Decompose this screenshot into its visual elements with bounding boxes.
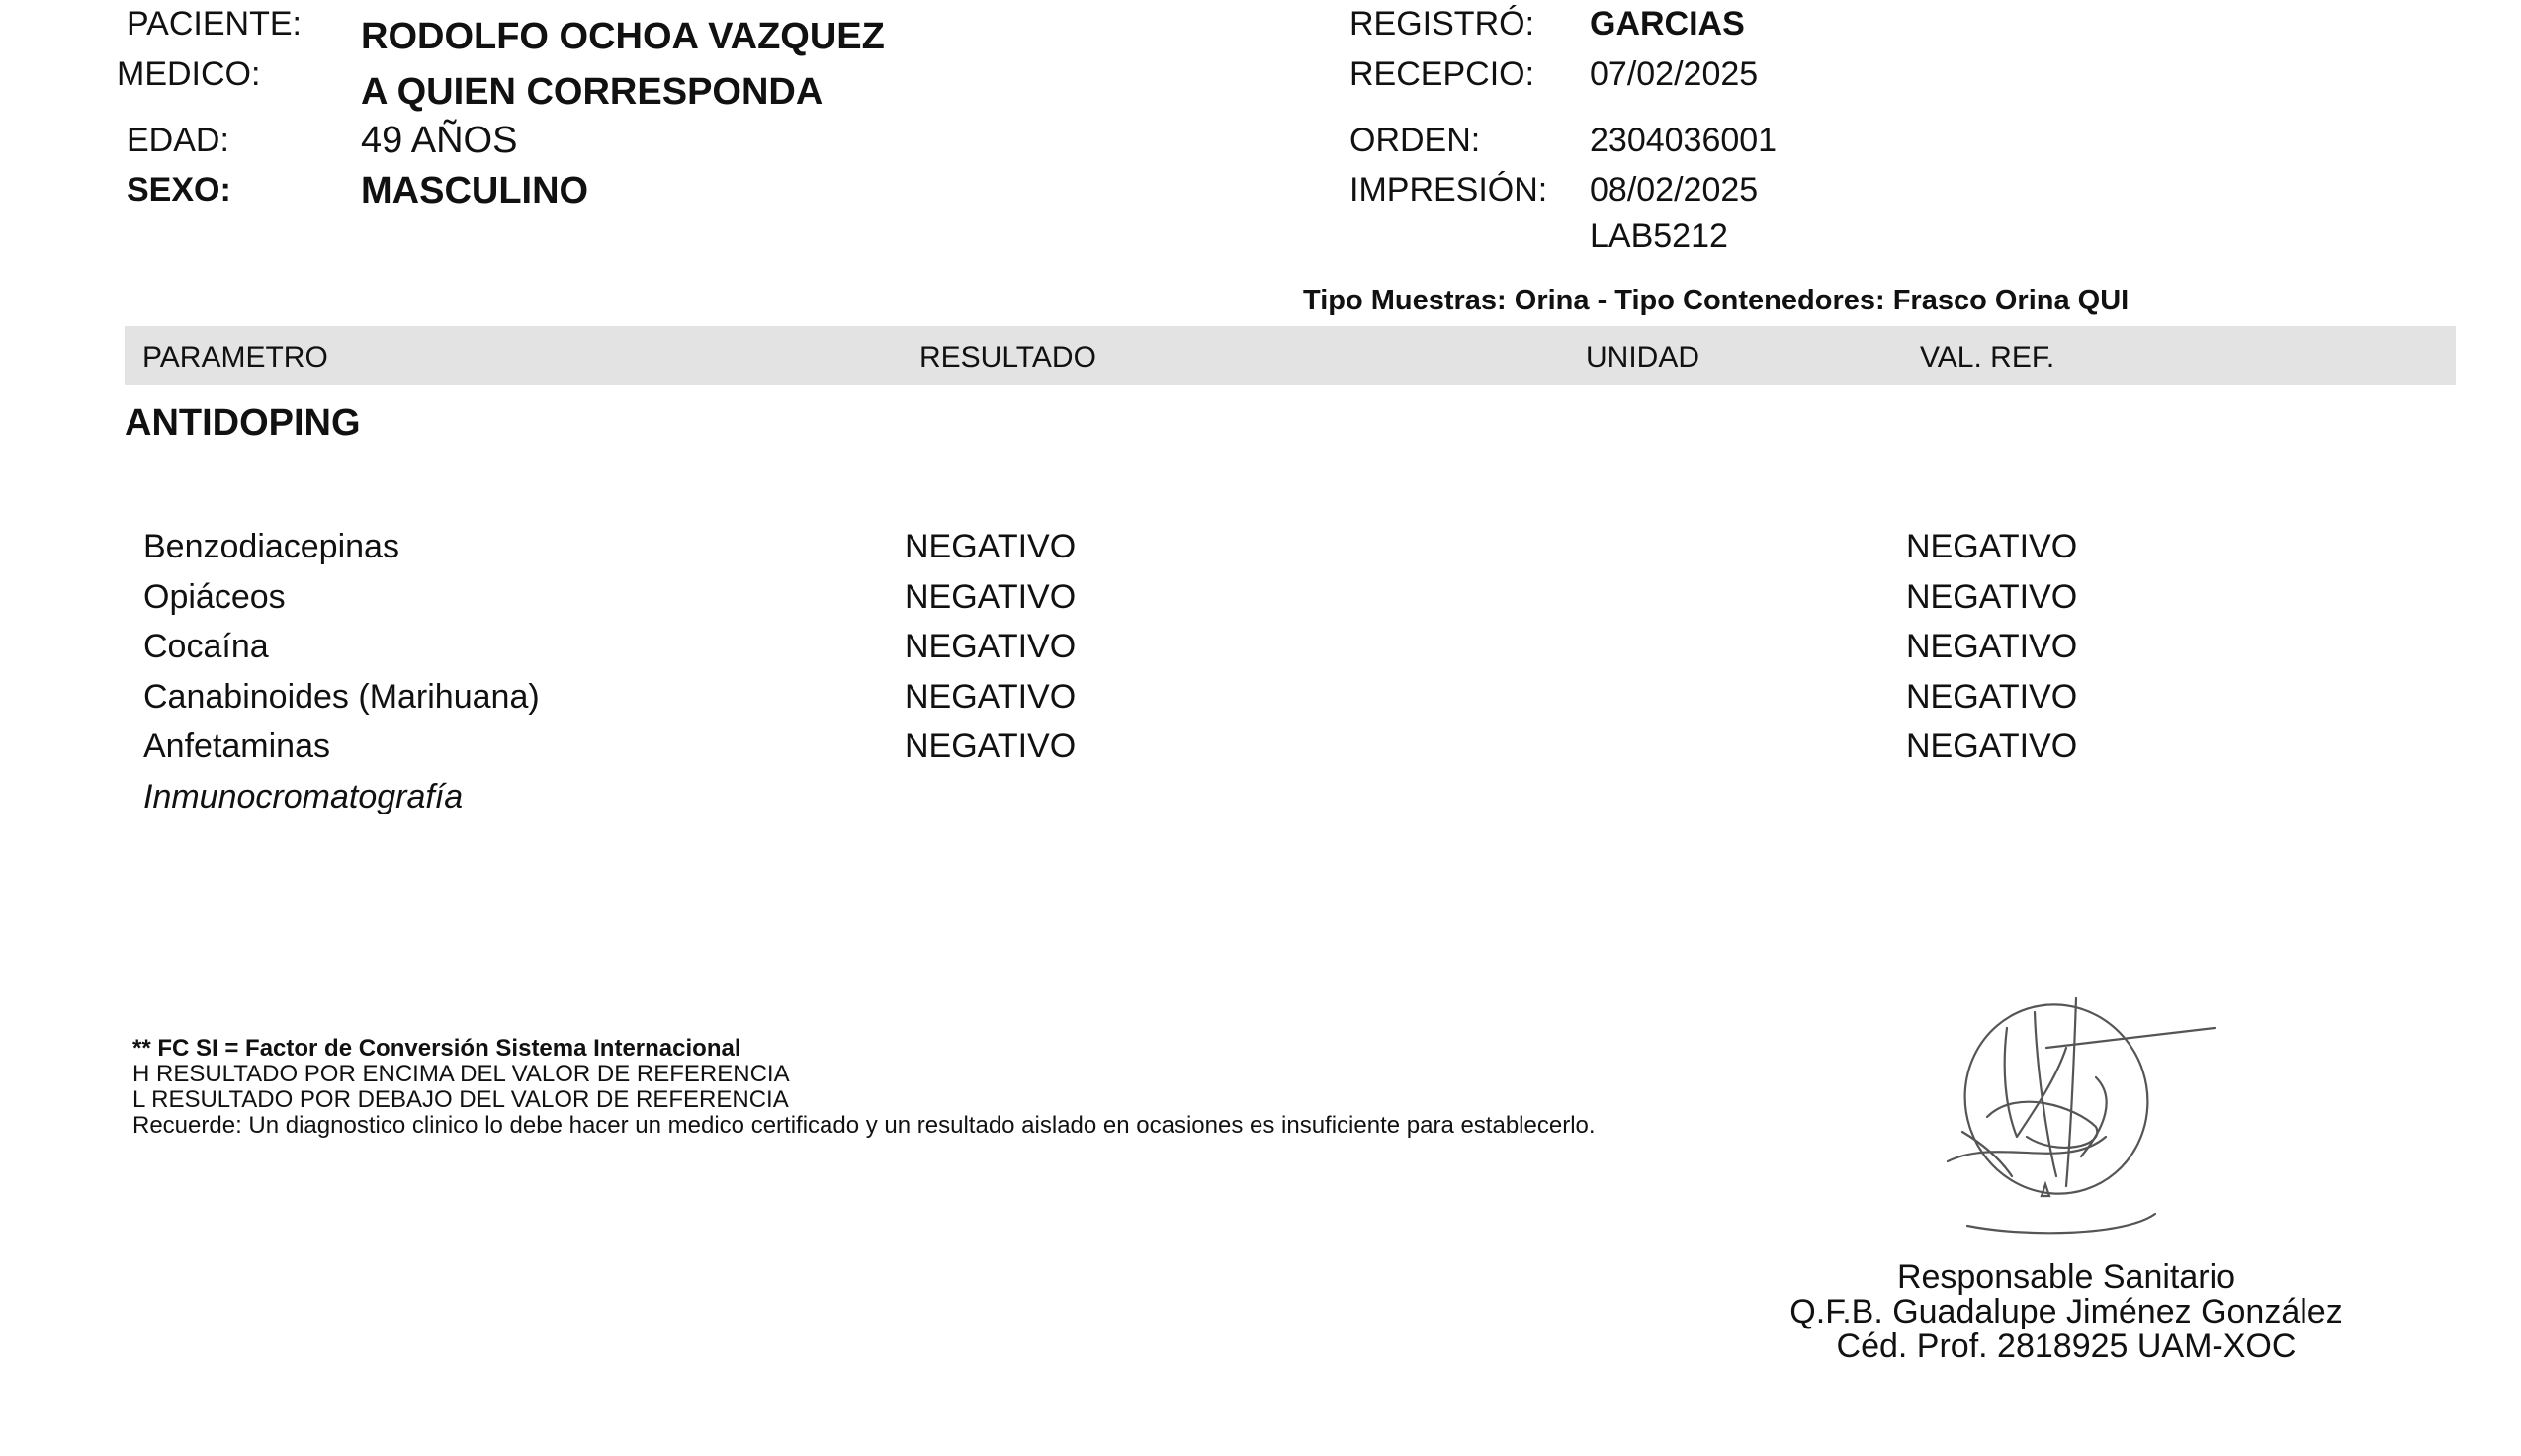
header-resultado: RESULTADO (919, 341, 1096, 374)
signatory-name: Q.F.B. Guadalupe Jiménez González (1789, 1293, 2343, 1330)
header-parametro: PARAMETRO (142, 341, 328, 374)
edad-label: EDAD: (127, 122, 229, 159)
footnote-h: H RESULTADO POR ENCIMA DEL VALOR DE REFERENCIA (132, 1061, 790, 1087)
sexo-value: MASCULINO (361, 170, 589, 212)
footnote-disclaimer: Recuerde: Un diagnostico clinico lo debe hacer un medico certificado y un resultado aislado en ocasiones es insuficiente para establecerlo. (132, 1112, 1596, 1139)
sexo-label: SEXO: (127, 171, 231, 209)
row-parameter: Benzodiacepinas (143, 528, 399, 565)
medico-value: A QUIEN CORRESPONDA (361, 71, 824, 113)
medico-label: MEDICO: (117, 55, 261, 93)
results-table-header (125, 326, 2456, 385)
row-result: NEGATIVO (905, 528, 1077, 565)
row-reference: NEGATIVO (1906, 528, 2078, 565)
footnotes (132, 1036, 1596, 1139)
row-reference: NEGATIVO (1906, 728, 2078, 765)
orden-label: ORDEN: (1349, 122, 1481, 159)
paciente-label: PACIENTE: (127, 5, 302, 43)
orden-value: 2304036001 (1590, 122, 1778, 159)
signature-image (1908, 988, 2234, 1245)
header-unidad: UNIDAD (1586, 341, 1700, 374)
signatory-license: Céd. Prof. 2818925 UAM-XOC (1836, 1328, 2297, 1365)
lab-code: LAB5212 (1590, 217, 1728, 255)
row-result: NEGATIVO (905, 678, 1077, 716)
table-row (0, 628, 2521, 677)
footnote-fc-si: ** FC SI = Factor de Conversión Sistema Internacional (132, 1035, 741, 1062)
row-parameter: Canabinoides (Marihuana) (143, 678, 540, 716)
patient-name: RODOLFO OCHOA VAZQUEZ (361, 16, 885, 57)
impresion-value: 08/02/2025 (1590, 171, 1759, 209)
header-val-ref: VAL. REF. (1920, 341, 2055, 374)
signatory-role: Responsable Sanitario (1896, 1258, 2236, 1296)
table-row (0, 678, 2521, 728)
row-reference: NEGATIVO (1906, 678, 2078, 716)
footnote-l: L RESULTADO POR DEBAJO DEL VALOR DE REFERENCIA (132, 1086, 789, 1113)
recepcio-label: RECEPCIO: (1349, 55, 1535, 93)
table-row (0, 578, 2521, 628)
edad-value: 49 AÑOS (361, 120, 518, 161)
row-parameter: Opiáceos (143, 578, 286, 616)
method-note: Inmunocromatografía (143, 778, 464, 815)
registro-label: REGISTRÓ: (1349, 5, 1535, 43)
row-parameter: Anfetaminas (143, 728, 330, 765)
row-result: NEGATIVO (905, 728, 1077, 765)
impresion-label: IMPRESIÓN: (1349, 171, 1548, 209)
row-result: NEGATIVO (905, 578, 1077, 616)
table-row (0, 728, 2521, 777)
row-result: NEGATIVO (905, 628, 1077, 665)
table-row (0, 528, 2521, 577)
recepcio-value: 07/02/2025 (1590, 55, 1759, 93)
row-reference: NEGATIVO (1906, 628, 2078, 665)
row-reference: NEGATIVO (1906, 578, 2078, 616)
section-title: ANTIDOPING (125, 402, 361, 444)
sample-info: Tipo Muestras: Orina - Tipo Contenedores: Frasco Orina QUI (1303, 285, 2130, 316)
signatory-block (1760, 1260, 2373, 1364)
registro-value: GARCIAS (1590, 5, 1745, 43)
row-parameter: Cocaína (143, 628, 269, 665)
